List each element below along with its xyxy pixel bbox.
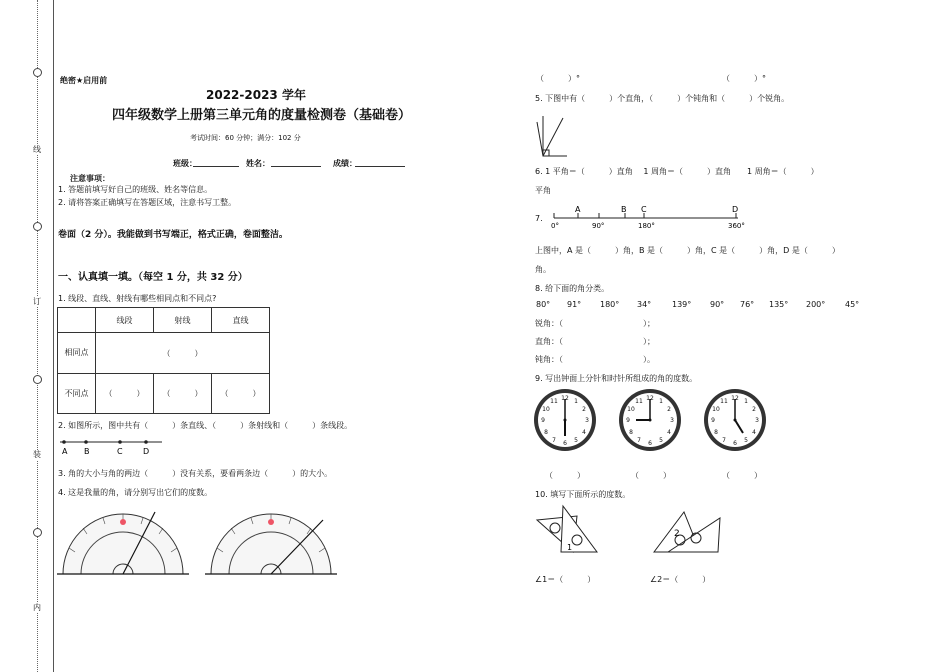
point-label: C xyxy=(117,447,123,456)
clock-answer-blank[interactable]: （ ） xyxy=(545,471,585,480)
svg-text:3: 3 xyxy=(670,417,674,424)
class-field[interactable] xyxy=(193,166,239,167)
question-3: 3. 角的大小与角的两边（ ）没有关系，要看两条边（ ）的大小。 xyxy=(58,469,333,478)
point-label: B xyxy=(621,205,627,214)
svg-text:11: 11 xyxy=(720,398,728,405)
note-item: 1. 答题前填写好自己的班级、姓名等信息。 xyxy=(58,185,213,194)
angle-value: 139° xyxy=(672,300,692,309)
angle-figure xyxy=(533,112,573,160)
binding-hole xyxy=(33,375,42,384)
secret-label: 绝密★启用前 xyxy=(60,76,108,85)
svg-text:2: 2 xyxy=(582,406,586,413)
svg-text:10: 10 xyxy=(712,406,720,413)
q4-blank[interactable]: （ ）° xyxy=(536,74,580,83)
binding-char-3: 装 xyxy=(33,450,41,459)
table-header: 直线 xyxy=(212,308,270,333)
question-8: 8. 给下面的角分类。 xyxy=(535,284,610,293)
svg-text:11: 11 xyxy=(635,398,643,405)
note-item: 2. 请将答案正确填写在答题区域，注意书写工整。 xyxy=(58,198,237,207)
svg-text:8: 8 xyxy=(544,429,548,436)
school-year: 2022-2023 学年 xyxy=(206,88,306,102)
answer-blank[interactable]: （ ） xyxy=(96,374,154,414)
svg-text:5: 5 xyxy=(744,437,748,444)
svg-text:9: 9 xyxy=(541,417,545,424)
name-field[interactable] xyxy=(271,166,321,167)
question-1: 1. 线段、直线、射线有哪些相同点和不同点? xyxy=(58,294,217,303)
point-label: D xyxy=(143,447,150,456)
class-label: 班级： xyxy=(173,159,197,168)
neatness-note: 卷面（2 分）。我能做到书写端正，格式正确，卷面整洁。 xyxy=(58,230,288,240)
angle-value: 90° xyxy=(710,300,725,309)
svg-text:9: 9 xyxy=(626,417,630,424)
angle-value: 80° xyxy=(536,300,551,309)
svg-text:3: 3 xyxy=(585,417,589,424)
svg-text:7: 7 xyxy=(552,437,556,444)
point-label: A xyxy=(62,447,68,456)
svg-text:3: 3 xyxy=(755,417,759,424)
question-7: 上图中，A 是（ ）角，B 是（ ）角，C 是（ ）角，D 是（ ） xyxy=(535,246,840,255)
binding-hole xyxy=(33,222,42,231)
answer-blank[interactable]: （ ） xyxy=(212,374,270,414)
clock-1 xyxy=(533,388,597,452)
binding-hole xyxy=(33,528,42,537)
svg-text:6: 6 xyxy=(733,440,737,447)
svg-text:9: 9 xyxy=(711,417,715,424)
svg-text:12: 12 xyxy=(646,395,654,402)
point-label: C xyxy=(641,205,647,214)
binding-border xyxy=(53,0,54,672)
angle-value: 91° xyxy=(567,300,582,309)
svg-text:10: 10 xyxy=(542,406,550,413)
comparison-table xyxy=(57,307,270,414)
angle-value: 34° xyxy=(637,300,652,309)
binding-char-2: 订 xyxy=(33,297,41,306)
angle-number-line xyxy=(548,202,758,234)
question-6: 6. 1 平角＝（ ）直角 1 周角＝（ ）直角 1 周角＝（ ） xyxy=(535,167,819,176)
tick-label: 360° xyxy=(728,222,745,230)
answer-blank[interactable]: （ ） xyxy=(154,374,212,414)
svg-text:5: 5 xyxy=(659,437,663,444)
point-label: D xyxy=(732,205,739,214)
question-2: 2. 如图所示，图中共有（ ）条直线、（ ）条射线和（ ）条线段。 xyxy=(58,421,353,430)
svg-text:11: 11 xyxy=(550,398,558,405)
angle-value: 135° xyxy=(769,300,789,309)
angle-value: 180° xyxy=(600,300,620,309)
clock-answer-blank[interactable]: （ ） xyxy=(722,471,762,480)
angle-2-answer[interactable]: ∠2＝（ ） xyxy=(650,575,711,584)
exam-info: 考试时间：60 分钟；满分：102 分 xyxy=(190,134,301,142)
table-header: 线段 xyxy=(96,308,154,333)
svg-text:8: 8 xyxy=(629,429,633,436)
angle-label: 2 xyxy=(674,529,680,539)
tick-label: 180° xyxy=(638,222,655,230)
section-title: 一、认真填一填。（每空 1 分，共 32 分） xyxy=(58,272,248,283)
protractor-1 xyxy=(57,508,192,580)
binding-dotted-line xyxy=(37,0,39,672)
question-7-label: 7. xyxy=(535,214,543,223)
point-label: A xyxy=(575,205,581,214)
binding-hole xyxy=(33,68,42,77)
score-field[interactable] xyxy=(355,166,405,167)
svg-text:4: 4 xyxy=(667,429,671,436)
svg-text:6: 6 xyxy=(648,440,652,447)
angle-1-answer[interactable]: ∠1＝（ ） xyxy=(535,575,596,584)
clock-3 xyxy=(703,388,767,452)
row-label: 不同点 xyxy=(58,374,96,414)
right-row[interactable]: 直角：（ ）； xyxy=(535,337,655,346)
line-figure xyxy=(58,436,168,458)
row-label: 相同点 xyxy=(58,333,96,374)
svg-text:1: 1 xyxy=(744,398,748,405)
angle-value: 200° xyxy=(806,300,826,309)
answer-blank[interactable]: （ ） xyxy=(96,333,270,374)
tick-label: 0° xyxy=(551,222,559,230)
question-10: 10. 填写下面所示的度数。 xyxy=(535,490,631,499)
svg-text:2: 2 xyxy=(752,406,756,413)
svg-text:1: 1 xyxy=(659,398,663,405)
angle-value: 76° xyxy=(740,300,755,309)
clock-2 xyxy=(618,388,682,452)
svg-text:2: 2 xyxy=(667,406,671,413)
score-label: 成绩： xyxy=(333,159,357,168)
svg-text:12: 12 xyxy=(731,395,739,402)
acute-row[interactable]: 锐角：（ ）； xyxy=(535,319,655,328)
svg-text:5: 5 xyxy=(574,437,578,444)
angle-value: 45° xyxy=(845,300,860,309)
binding-char-1: 线 xyxy=(33,145,41,154)
question-7-cont: 角。 xyxy=(535,265,551,274)
svg-text:7: 7 xyxy=(637,437,641,444)
notes-title: 注意事项： xyxy=(70,174,110,183)
binding-char-4: 内 xyxy=(33,603,41,612)
question-9: 9. 写出钟面上分针和时针所组成的角的度数。 xyxy=(535,374,698,383)
svg-text:4: 4 xyxy=(752,429,756,436)
q4-blank[interactable]: （ ）° xyxy=(722,74,766,83)
svg-text:1: 1 xyxy=(574,398,578,405)
svg-text:7: 7 xyxy=(722,437,726,444)
question-4: 4. 这是我量的角，请分别写出它们的度数。 xyxy=(58,488,213,497)
angle-label: 1 xyxy=(567,543,573,552)
obtuse-row[interactable]: 钝角：（ ）。 xyxy=(535,355,655,364)
svg-text:4: 4 xyxy=(582,429,586,436)
svg-text:12: 12 xyxy=(561,395,569,402)
page-title: 四年级数学上册第三单元角的度量检测卷（基础卷） xyxy=(112,108,412,123)
tick-label: 90° xyxy=(592,222,605,230)
svg-text:8: 8 xyxy=(714,429,718,436)
svg-text:6: 6 xyxy=(563,440,567,447)
table-header: 射线 xyxy=(154,308,212,333)
protractor-2 xyxy=(205,508,340,580)
name-label: 姓名： xyxy=(246,159,270,168)
point-label: B xyxy=(84,447,90,456)
svg-text:10: 10 xyxy=(627,406,635,413)
question-5: 5. 下图中有（ ）个直角，（ ）个钝角和（ ）个锐角。 xyxy=(535,94,790,103)
clock-answer-blank[interactable]: （ ） xyxy=(631,471,671,480)
question-6-cont: 平角 xyxy=(535,186,551,195)
set-square-figure-1 xyxy=(533,502,603,556)
set-square-figure-2 xyxy=(650,502,725,556)
